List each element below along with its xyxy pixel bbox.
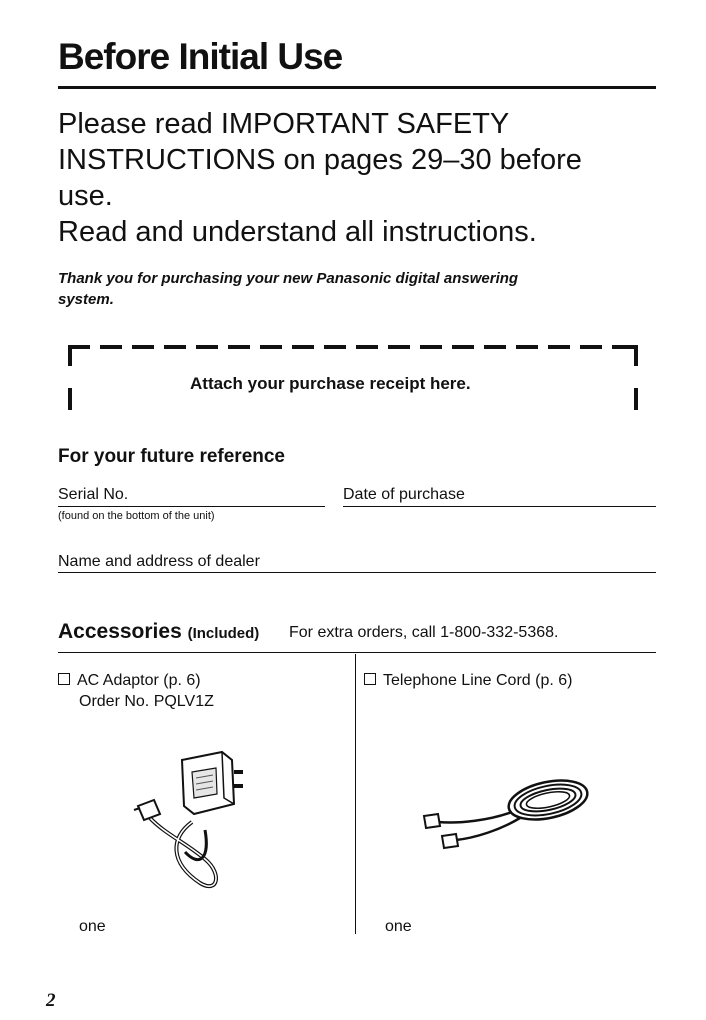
dealer-line[interactable]: [58, 572, 656, 573]
accessories-included-tag: (Included): [187, 625, 260, 642]
accessory-name: [364, 670, 572, 691]
thank-you-message: [58, 268, 658, 310]
accessory-order-number: Order No. PQLV1Z: [79, 693, 214, 710]
dealer-label: Name and address of dealer: [58, 553, 260, 570]
title-underline: [58, 86, 656, 89]
accessories-heading: [58, 620, 259, 644]
accessory-quantity: one: [79, 918, 106, 935]
safety-notice-line: Please read IMPORTANT SAFETY: [58, 108, 510, 140]
safety-notice-line: use.: [58, 180, 113, 212]
safety-notice-line: Read and understand all instructions.: [58, 216, 537, 248]
accessory-item-ac-adaptor: [58, 670, 214, 712]
accessories-divider: [355, 654, 356, 934]
accessories-rule: [58, 652, 656, 653]
safety-notice: [58, 106, 658, 250]
telephone-cord-icon: [420, 770, 600, 860]
accessory-quantity: one: [385, 918, 412, 935]
ac-adaptor-icon: [130, 748, 260, 898]
safety-notice-line: INSTRUCTIONS on pages 29–30 before: [58, 144, 582, 176]
accessories-title: Accessories: [58, 620, 182, 643]
checkbox-icon[interactable]: [58, 673, 70, 685]
accessories-order-info: For extra orders, call 1-800-332-5368.: [289, 624, 559, 641]
accessory-name-text: Telephone Line Cord (p. 6): [383, 672, 573, 689]
page-title: Before Initial Use: [58, 36, 343, 77]
accessory-name-text: AC Adaptor (p. 6): [77, 672, 201, 689]
purchase-date-label: Date of purchase: [343, 486, 465, 503]
page-number: 2: [46, 990, 56, 1011]
serial-number-label: Serial No.: [58, 486, 129, 503]
reference-section-title: For your future reference: [58, 446, 285, 467]
checkbox-icon[interactable]: [364, 673, 376, 685]
thank-you-line: system.: [58, 291, 114, 308]
accessory-item-line-cord: [364, 670, 572, 691]
serial-number-line[interactable]: [58, 506, 325, 507]
thank-you-line: Thank you for purchasing your new Panasonic digital answering: [58, 270, 519, 287]
receipt-instruction: Attach your purchase receipt here.: [190, 374, 471, 393]
accessory-name: [58, 670, 214, 691]
serial-number-note: (found on the bottom of the unit): [58, 510, 215, 522]
purchase-date-line[interactable]: [343, 506, 656, 507]
